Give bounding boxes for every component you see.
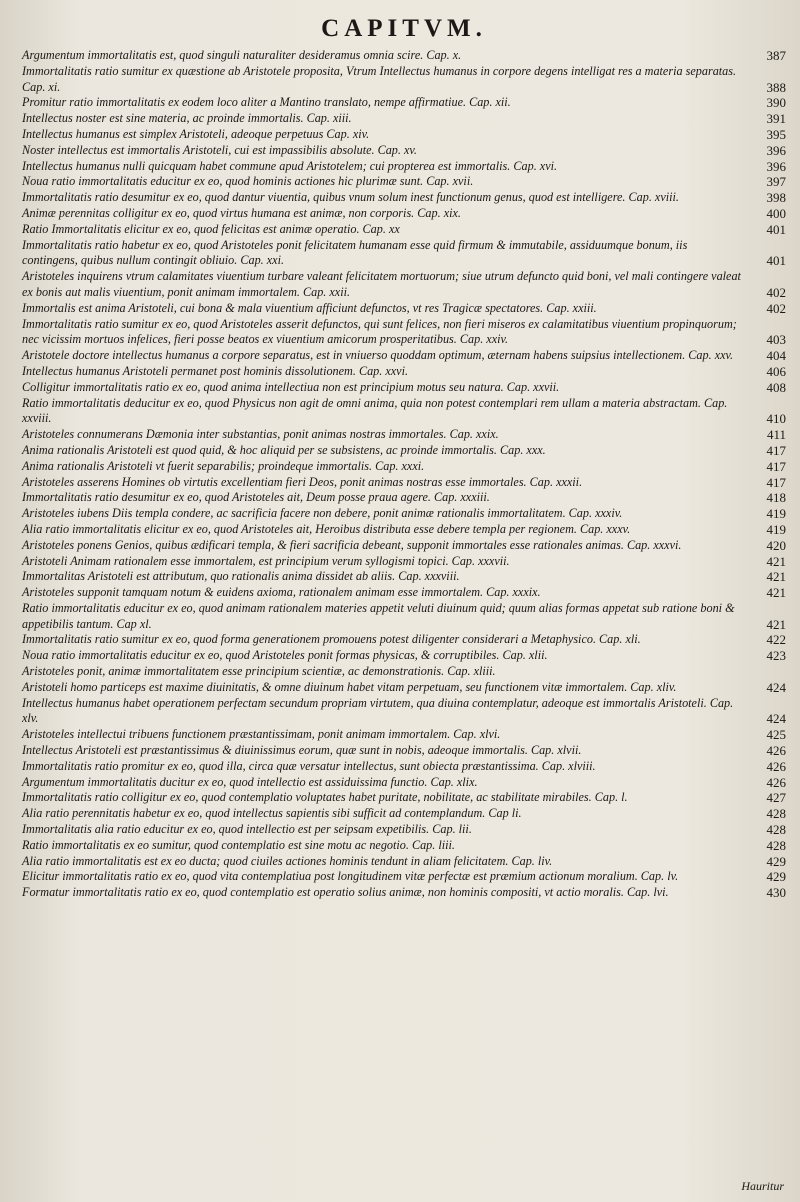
entry-page-number: 390 [766, 95, 786, 111]
index-entry [22, 790, 786, 806]
entry-text: Immortalitatis ratio sumitur ex eo, quod Aristoteles asserit defunctos, qui sunt felices, non fieri miseros ex calamitatibus viuentium propinquorum; nec vicissim mortuos infelices, fieri posse beatos ex viuentium amicorum prosperitatibus. Cap. xxiv. [22, 316, 737, 347]
index-entry [22, 95, 786, 111]
entry-page-number: 424 [766, 711, 786, 727]
entry-page-number: 398 [766, 190, 786, 206]
entry-text: Immortalitatis ratio desumitur ex eo, quod dantur viuentia, quibus vnum solum inest functionum genus, quod est intelligere. Cap. xviii. [22, 190, 679, 205]
entry-page-number: 430 [766, 885, 786, 901]
index-entry [22, 743, 786, 759]
entry-page-number: 410 [766, 411, 786, 427]
index-entry [22, 190, 786, 206]
entry-text: Alia ratio immortalitatis elicitur ex eo, quod Aristoteles ait, Heroibus distributa esse debere templa per regionem. Cap. xxxv. [22, 521, 631, 536]
entry-text: Noua ratio immortalitatis educitur ex eo, quod hominis actiones hic plurimæ sunt. Cap. xvii. [22, 174, 474, 189]
index-entry [22, 490, 786, 506]
index-entry [22, 601, 786, 633]
index-entry [22, 396, 786, 428]
entry-page-number: 401 [766, 221, 786, 237]
entry-page-number: 417 [766, 442, 786, 458]
index-entry [22, 475, 786, 491]
entry-text: Aristoteles asserens Homines ob virtutis excellentiam fieri Deos, ponit animas nostras esse immortales. Cap. xxxii. [22, 474, 583, 489]
entry-page-number: 402 [766, 284, 786, 300]
index-entry [22, 648, 786, 664]
index-entry [22, 696, 786, 728]
entry-text: Elicitur immortalitatis ratio ex eo, quod vita contemplatiua post longitudinem vitæ perfectæ est præmium actionum moralium. Cap. lv. [22, 869, 679, 884]
entry-text: Intellectus noster est sine materia, ac proinde immortalis. Cap. xiii. [22, 111, 352, 126]
entry-text: Ratio immortalitatis ex eo sumitur, quod contemplatio est sine motu ac negotio. Cap. liii. [22, 837, 455, 852]
index-entry [22, 838, 786, 854]
index-entry [22, 727, 786, 743]
entry-text: Promitur ratio immortalitatis ex eodem loco aliter a Mantino translato, nempe affirmatiue. Cap. xii. [22, 95, 511, 110]
entry-page-number: 387 [766, 48, 786, 63]
entry-text: Noua ratio immortalitatis educitur ex eo, quod Aristoteles ponit formas physicas, & corruptibiles. Cap. xlii. [22, 648, 548, 663]
entry-page-number: 421 [766, 569, 786, 585]
entry-page-number: 388 [766, 79, 786, 95]
index-entry [22, 222, 786, 238]
entry-page-number: 424 [766, 679, 786, 695]
entry-text: Alia ratio perennitatis habetur ex eo, quod intellectus sapientis sibi sufficit ad contemplandum. Cap li. [22, 806, 522, 821]
entry-page-number: 425 [766, 727, 786, 743]
entry-page-number: 395 [766, 126, 786, 142]
index-entry [22, 143, 786, 159]
entry-page-number: 391 [766, 111, 786, 127]
entry-page-number: 411 [766, 427, 786, 443]
index-entry [22, 869, 786, 885]
entry-page-number: 404 [766, 348, 786, 364]
index-entry [22, 174, 786, 190]
index-entry [22, 64, 786, 96]
entry-text: Intellectus humanus Aristoteli permanet post hominis dissolutionem. Cap. xxvi. [22, 363, 409, 378]
entry-text: Aristoteles iubens Diis templa condere, ac sacrificia facere non debere, ponit animæ rationalis immortalitatem. Cap. xxxiv. [22, 506, 623, 521]
index-entry [22, 364, 786, 380]
index-entry [22, 854, 786, 870]
index-entry [22, 301, 786, 317]
index-entry [22, 380, 786, 396]
index-entry [22, 522, 786, 538]
entry-page-number: 428 [766, 822, 786, 838]
index-entry [22, 127, 786, 143]
entry-text: Aristoteles intellectui tribuens functionem præstantissimam, ponit animam immortalem. Cap. xlvi. [22, 727, 501, 742]
index-entry [22, 48, 786, 64]
index-entry [22, 569, 786, 585]
entry-page-number: 420 [766, 537, 786, 553]
index-entry [22, 348, 786, 364]
index-entry [22, 269, 786, 301]
entry-text: Intellectus Aristoteli est præstantissimus & diuinissimus eorum, quæ sunt in nobis, adeoque immortalis. Cap. xlvii. [22, 743, 582, 758]
entry-text: Aristoteli Animam rationalem esse immortalem, est principium verum syllogismi topici. Cap. xxxvii. [22, 553, 510, 568]
entry-text: Immortalitas Aristoteli est attributum, quo rationalis anima dissidet ab aliis. Cap. xxxviii. [22, 569, 460, 584]
entry-page-number: 417 [766, 458, 786, 474]
entry-text: Immortalis est anima Aristoteli, cui bona & mala viuentium afficiunt defunctos, vt res Tragicæ spectatores. Cap. xxiii. [22, 300, 597, 315]
entry-text: Aristoteles connumerans Dæmonia inter substantias, ponit animas nostras immortales. Cap. xxix. [22, 427, 499, 442]
entry-text: Intellectus humanus nulli quicquam habet commune apud Aristotelem; cui propterea est immortalis. Cap. xvi. [22, 158, 558, 173]
entry-page-number: 428 [766, 837, 786, 853]
chapter-index [22, 48, 786, 901]
entry-page-number: 422 [766, 632, 786, 648]
entry-page-number: 429 [766, 853, 786, 869]
entry-text: Anima rationalis Aristoteli est quod quid, & hoc aliquid per se subsistens, ac proinde immortalis. Cap. xxx. [22, 442, 546, 457]
entry-page-number: 421 [766, 553, 786, 569]
index-entry [22, 632, 786, 648]
index-entry [22, 459, 786, 475]
index-entry [22, 111, 786, 127]
entry-text: Intellectus humanus est simplex Aristoteli, adeoque perpetuus Cap. xiv. [22, 126, 370, 141]
entry-text: Immortalitatis ratio colligitur ex eo, quod contemplatio voluptates habet puritate, nobilitate, ac stabilitate mirabiles. Cap. l. [22, 790, 628, 805]
index-entry [22, 317, 786, 349]
entry-text: Noster intellectus est immortalis Aristoteli, cui est impassibilis absolute. Cap. xv. [22, 142, 417, 157]
index-entry [22, 585, 786, 601]
entry-page-number: 427 [766, 790, 786, 806]
entry-page-number: 396 [766, 158, 786, 174]
index-entry [22, 759, 786, 775]
entry-text: Ratio immortalitatis educitur ex eo, quod animam rationalem materies appetit veluti diuinum quid; quum alias formas appetat sub ratione boni & appetibilis tantum. Cap xl. [22, 600, 735, 631]
entry-page-number: 400 [766, 205, 786, 221]
entry-text: Argumentum immortalitatis ducitur ex eo, quod intellectio est assiduissima functio. Cap. xlix. [22, 774, 478, 789]
entry-page-number: 402 [766, 300, 786, 316]
entry-text: Immortalitatis ratio sumitur ex eo, quod forma generationem promouens potest diligenter considerari a Metaphysico. Cap. xli. [22, 632, 641, 647]
entry-page-number: 417 [766, 474, 786, 490]
index-entry [22, 806, 786, 822]
entry-page-number: 421 [766, 616, 786, 632]
entry-text: Immortalitatis ratio habetur ex eo, quod Aristoteles ponit felicitatem humanam esse quid firmum & immutabile, assiduumque bonum, iis contingens, quibus nullum contingit obliuio. Cap. xxi. [22, 237, 688, 268]
index-entry [22, 680, 786, 696]
entry-text: Aristotele doctore intellectus humanus a corpore separatus, est in vniuerso quoddam optimum, æternam habens suipsius intellectionem. Cap. xxv. [22, 348, 734, 363]
index-entry [22, 822, 786, 838]
index-entry [22, 159, 786, 175]
index-entry [22, 538, 786, 554]
entry-page-number: 419 [766, 521, 786, 537]
entry-text: Aristoteles ponit, animæ immortalitatem esse principium scientiæ, ac demonstrationis. Cap. xliii. [22, 664, 496, 679]
entry-text: Aristoteles supponit tamquam notum & euidens axioma, rationalem animam esse immortalem. Cap. xxxix. [22, 585, 541, 600]
entry-text: Aristoteles inquirens vtrum calamitates viuentium turbare valeant felicitatem mortuorum; siue utrum defuncto quid boni, vel mali contingere valeat ex bonis aut malis viuentium, ponit animam immortalem. Cap. xxii. [22, 269, 741, 299]
entry-text: Anima rationalis Aristoteli vt fuerit separabilis; proindeque immortalis. Cap. xxxi. [22, 458, 425, 473]
index-entry [22, 885, 786, 901]
entry-page-number: 421 [766, 585, 786, 601]
entry-page-number: 419 [766, 506, 786, 522]
entry-page-number: 396 [766, 142, 786, 158]
catchword: Hauritur [741, 1179, 784, 1193]
entry-page-number: 426 [766, 743, 786, 759]
entry-text: Immortalitatis alia ratio educitur ex eo, quod intellectio est per seipsam expetibilis. Cap. lii. [22, 822, 472, 837]
entry-text: Formatur immortalitatis ratio ex eo, quod contemplatio est operatio solius animæ, non hominis compositi, vt actio moralis. Cap. lvi. [22, 885, 669, 900]
index-entry [22, 664, 786, 680]
index-entry [22, 238, 786, 270]
entry-page-number: 406 [766, 363, 786, 379]
index-entry [22, 206, 786, 222]
entry-page-number: 426 [766, 758, 786, 774]
entry-text: Alia ratio immortalitatis est ex eo ducta; quod ciuiles actiones hominis tendunt in aliam felicitatem. Cap. liv. [22, 853, 553, 868]
index-entry [22, 427, 786, 443]
entry-text: Immortalitatis ratio desumitur ex eo, quod Aristoteles ait, Deum posse praua agere. Cap. xxxiii. [22, 490, 490, 505]
entry-text: Intellectus humanus habet operationem perfectam secundum propriam virtutem, qua diuina contemplatur, adeoque est immortalis Aristoteli. Cap. xlv. [22, 695, 734, 726]
page-heading: CAPITVM. [321, 15, 487, 42]
entry-text: Ratio Immortalitatis elicitur ex eo, quod felicitas est animæ operatio. Cap. xx [22, 221, 400, 236]
entry-page-number: 418 [766, 490, 786, 506]
entry-text: Aristoteli homo particeps est maxime diuinitatis, & omne diuinum habet vitam perpetuam, seu functionem vitæ immortalem. Cap. xliv. [22, 679, 677, 694]
entry-page-number: 423 [766, 648, 786, 664]
entry-page-number: 401 [766, 253, 786, 269]
entry-text: Ratio immortalitatis deducitur ex eo, quod Physicus non agit de omni anima, quia non potest contemplari rem ullam a materia abstractam. Cap. xxviii. [22, 395, 728, 426]
index-entry [22, 506, 786, 522]
entry-page-number: 429 [766, 869, 786, 885]
index-entry [22, 775, 786, 791]
entry-text: Immortalitatis ratio sumitur ex quæstione ab Aristotele proposita, Vtrum Intellectus humanus in corpore degens intelligat res a materia separatas. Cap. xi. [22, 63, 737, 94]
entry-text: Argumentum immortalitatis est, quod singuli naturaliter desideramus omnia scire. Cap. x. [22, 48, 462, 62]
entry-page-number: 403 [766, 332, 786, 348]
entry-page-number: 428 [766, 806, 786, 822]
entry-text: Animæ perennitas colligitur ex eo, quod virtus humana est animæ, non corporis. Cap. xix. [22, 205, 461, 220]
entry-page-number: 408 [766, 379, 786, 395]
entry-text: Colligitur immortalitatis ratio ex eo, quod anima intellectiua non est principium motus seu natura. Cap. xxvii. [22, 379, 560, 394]
index-entry [22, 443, 786, 459]
entry-page-number: 397 [766, 174, 786, 190]
entry-text: Immortalitatis ratio promitur ex eo, quod illa, circa quæ versatur intellectus, sunt obiecta præstantissima. Cap. xlviii. [22, 758, 596, 773]
entry-page-number: 426 [766, 774, 786, 790]
index-entry [22, 554, 786, 570]
entry-text: Aristoteles ponens Genios, quibus ædificari templa, & fieri sacrificia debeant, supponit immortales esse rationales animas. Cap. xxxvi. [22, 537, 682, 552]
